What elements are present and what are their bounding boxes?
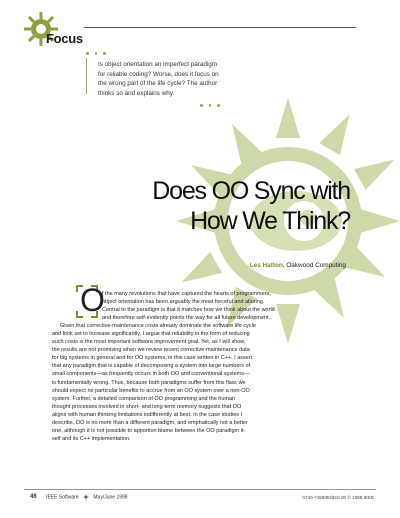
body-line: and look set to increase significantly, I argue that reliability in the form of reducing xyxy=(52,331,250,338)
body-line: small components—as frequently occurs in both OO and conventional systems— xyxy=(52,371,250,378)
deck-line: the wrong part of the life cycle? The author xyxy=(98,80,218,88)
body-line: that any paradigm that is capable of decomposing a system into large numbers of xyxy=(52,363,251,370)
section-label: Focus xyxy=(46,31,83,46)
body-line: is fundamentally wrong. Thus, because both paradigms suffer from this flaw, we xyxy=(52,379,246,386)
footer-rule xyxy=(24,489,376,490)
article-body xyxy=(52,290,352,443)
deck-line: thinks so and explains why. xyxy=(98,89,175,97)
deck-bracket xyxy=(86,58,87,94)
dropcap-letter: O xyxy=(80,282,105,318)
deck-line: for reliable coding? Worse, does it focus on xyxy=(98,70,219,78)
title-line-2: How We Think? xyxy=(190,207,350,235)
body-line: for big systems in general and for OO systems, in this case written in C++. I assert xyxy=(52,355,253,362)
page-number: 46 xyxy=(30,494,37,501)
body-line: self and its C++ implementation. xyxy=(52,435,131,442)
author-name: Les Hatton, xyxy=(249,262,285,269)
issue-date: May/June 1998 xyxy=(93,494,128,501)
body-line: one, although it is not possible to apportion blame between the OO paradigm it- xyxy=(52,427,246,434)
deck-line: Is object orientation an imperfect paradigm xyxy=(98,61,218,68)
body-line: the results are not promising when we review recent corrective-maintenance data xyxy=(52,347,250,354)
body-line: should expect no particular benefits to accrue from an OO system over a non-OO xyxy=(52,387,250,394)
star-separator-icon xyxy=(83,494,89,500)
body-line: Central to the paradigm is that it matches how we think about the world xyxy=(102,307,275,314)
body-line: system. Further, a detailed comparison of OO programming and the human xyxy=(52,395,236,402)
body-line: such costs is the most important software improvement goal. Yet, as I will show, xyxy=(52,339,246,346)
deck-text xyxy=(98,60,258,98)
title-line-1: Does OO Sync with xyxy=(152,177,350,205)
publication-name: IEEE Software xyxy=(46,494,79,501)
deck-dots-top xyxy=(86,52,106,55)
body-line: describe, OO is no more than a different paradigm, and emphatically not a better xyxy=(52,419,248,426)
body-line: aligns with human thinking limitations indifferently at best. In the case studies I xyxy=(52,411,243,418)
body-line: object orientation has been arguably the most forceful and alluring. xyxy=(102,299,265,306)
body-line: f the many revolutions that have captured the hearts of programmers, xyxy=(102,291,271,297)
footer-left xyxy=(30,494,128,500)
byline xyxy=(150,262,346,269)
body-line: Given that corrective-maintenance costs already dominate the software life cycle xyxy=(60,323,256,330)
article-title xyxy=(60,176,350,236)
body-line: and therefore self-evidently points the way for all future development. xyxy=(102,315,271,322)
body-line: thought processes involved in short- and long-term memory suggests that OO xyxy=(52,403,242,410)
author-affiliation: Oakwood Computing xyxy=(286,262,346,269)
footer-copyright: 0740-7459/98/$10.00 © 1998 IEEE xyxy=(302,495,374,500)
header-rule xyxy=(84,27,356,28)
